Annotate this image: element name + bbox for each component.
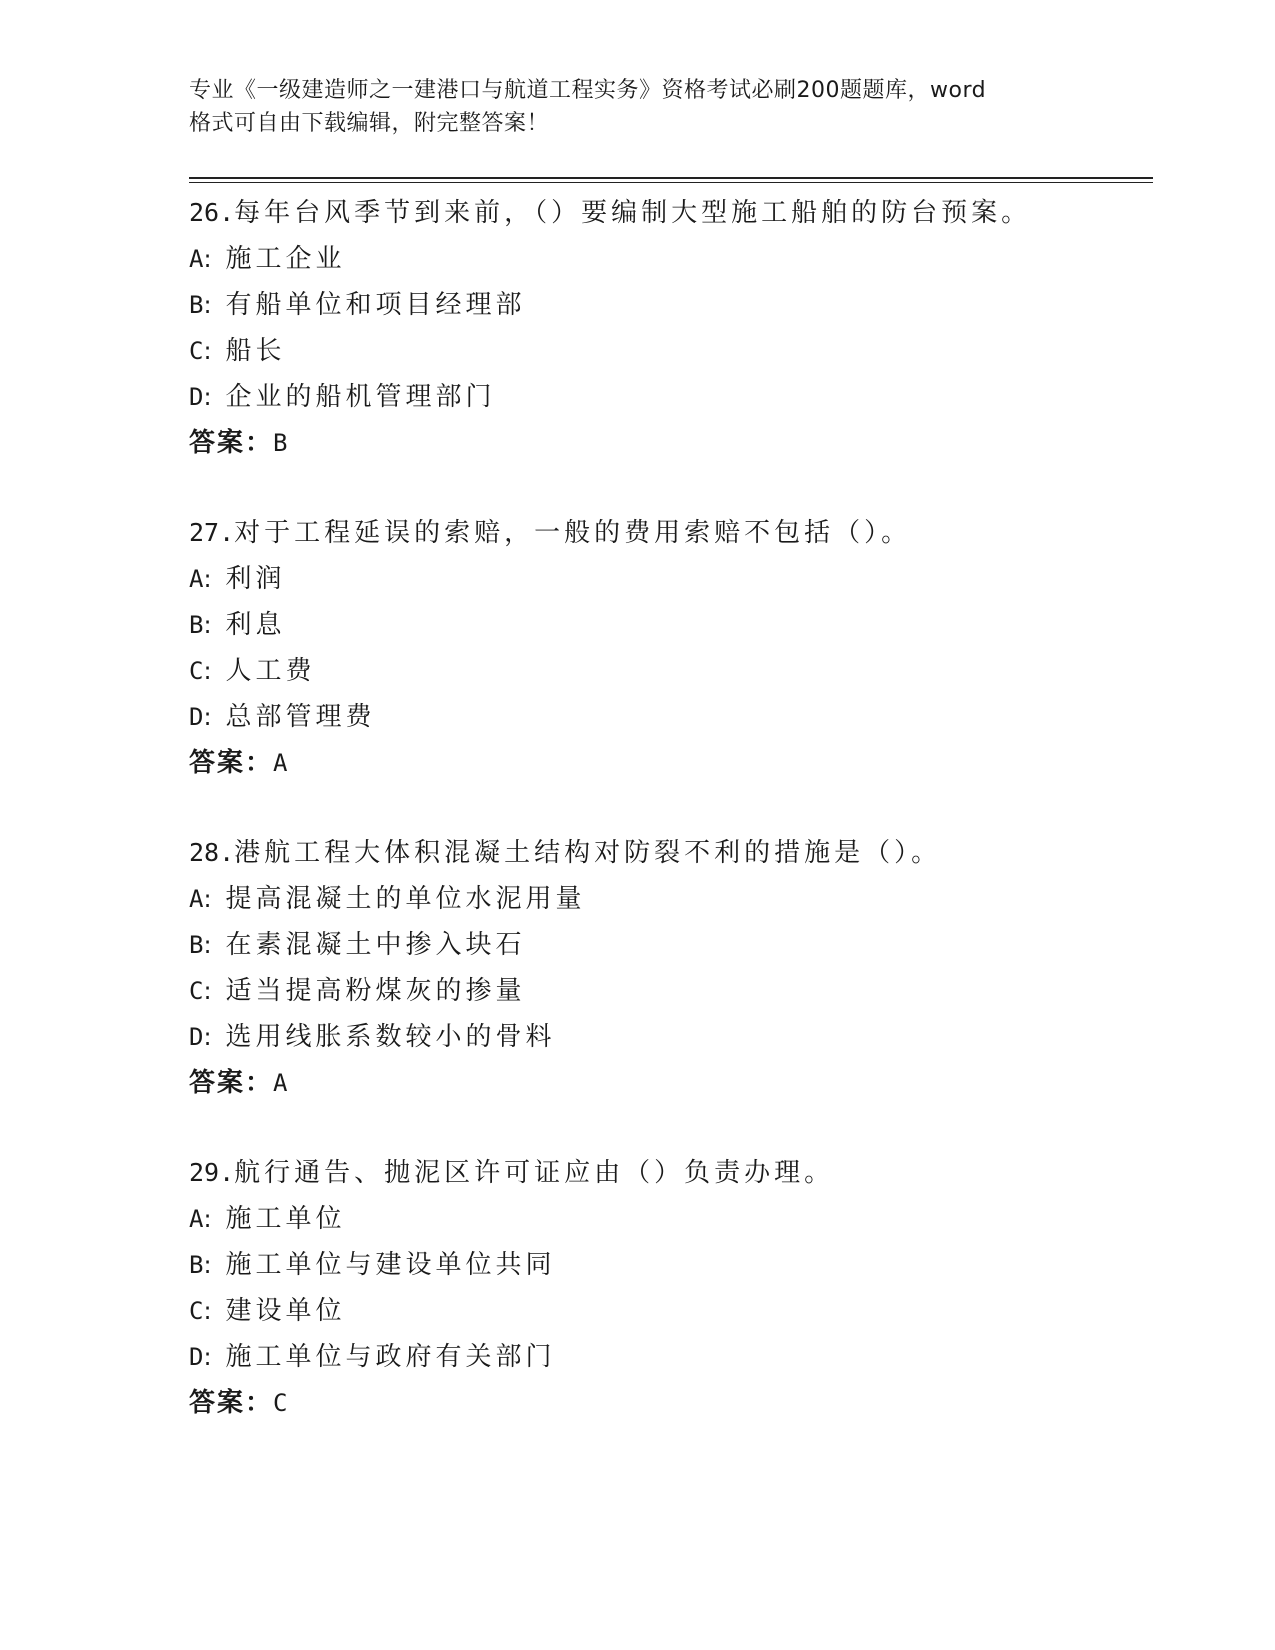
option-letter: C — [189, 337, 204, 365]
option-text: 人工费 — [225, 656, 316, 686]
option-c — [189, 968, 1149, 1014]
option-separator: : — [203, 245, 212, 273]
option-letter: D — [189, 1023, 204, 1051]
option-separator: : — [203, 383, 212, 411]
answer-value: C — [273, 1389, 288, 1417]
option-letter: A — [189, 565, 204, 593]
option-letter: A — [189, 1205, 204, 1233]
option-separator: : — [203, 885, 212, 913]
option-text: 选用线胀系数较小的骨料 — [225, 1022, 556, 1052]
option-letter: B — [189, 611, 204, 639]
header-line-1: 专业《一级建造师之一建港口与航道工程实务》资格考试必刷200题题库，word — [189, 78, 987, 103]
option-separator: : — [203, 1297, 212, 1325]
question-number: 29. — [189, 1158, 235, 1187]
question-number: 26. — [189, 198, 235, 227]
answer-line — [189, 420, 1149, 466]
option-separator: : — [203, 657, 212, 685]
header-line-2: 格式可自由下载编辑，附完整答案！ — [189, 111, 550, 136]
answer-value: A — [273, 749, 288, 777]
option-c — [189, 1288, 1149, 1334]
option-separator: : — [203, 291, 212, 319]
answer-value: B — [273, 429, 288, 457]
answer-line — [189, 1060, 1149, 1106]
option-separator: : — [203, 1343, 212, 1371]
question-number: 27. — [189, 518, 235, 547]
option-text: 施工企业 — [225, 244, 346, 274]
option-a — [189, 876, 1149, 922]
option-separator: : — [203, 977, 212, 1005]
option-text: 提高混凝土的单位水泥用量 — [225, 884, 586, 914]
option-c — [189, 328, 1149, 374]
option-letter: B — [189, 931, 204, 959]
option-text: 施工单位与建设单位共同 — [225, 1250, 556, 1280]
answer-label: 答案： — [189, 748, 274, 778]
option-d — [189, 694, 1149, 740]
option-separator: : — [203, 1023, 212, 1051]
option-d — [189, 374, 1149, 420]
question-text: 航行通告、抛泥区许可证应由（）负责办理。 — [234, 1158, 835, 1188]
option-a — [189, 1196, 1149, 1242]
question-stem — [189, 190, 1149, 236]
question-block — [189, 190, 1149, 466]
option-text: 施工单位与政府有关部门 — [225, 1342, 556, 1372]
answer-label: 答案： — [189, 1068, 274, 1098]
option-d — [189, 1014, 1149, 1060]
document-header — [189, 74, 1089, 140]
option-letter: B — [189, 291, 204, 319]
option-b — [189, 602, 1149, 648]
option-text: 建设单位 — [225, 1296, 346, 1326]
option-text: 有船单位和项目经理部 — [225, 290, 526, 320]
option-separator: : — [203, 565, 212, 593]
question-block — [189, 510, 1149, 786]
option-a — [189, 236, 1149, 282]
option-text: 适当提高粉煤灰的掺量 — [225, 976, 526, 1006]
option-text: 利息 — [225, 610, 286, 640]
option-letter: D — [189, 1343, 204, 1371]
option-separator: : — [203, 337, 212, 365]
answer-line — [189, 740, 1149, 786]
option-d — [189, 1334, 1149, 1380]
question-text: 港航工程大体积混凝土结构对防裂不利的措施是（）。 — [234, 838, 942, 868]
answer-label: 答案： — [189, 1388, 274, 1418]
option-text: 总部管理费 — [225, 702, 376, 732]
option-c — [189, 648, 1149, 694]
header-divider-thin — [189, 182, 1153, 183]
header-divider-thick — [189, 177, 1153, 179]
option-letter: C — [189, 657, 204, 685]
option-separator: : — [203, 1205, 212, 1233]
option-separator: : — [203, 931, 212, 959]
option-b — [189, 282, 1149, 328]
option-separator: : — [203, 1251, 212, 1279]
option-letter: D — [189, 383, 204, 411]
question-stem — [189, 1150, 1149, 1196]
option-a — [189, 556, 1149, 602]
option-letter: C — [189, 977, 204, 1005]
answer-line — [189, 1380, 1149, 1426]
question-stem — [189, 830, 1149, 876]
option-letter: B — [189, 1251, 204, 1279]
answer-value: A — [273, 1069, 288, 1097]
question-block — [189, 1150, 1149, 1426]
option-letter: D — [189, 703, 204, 731]
question-number: 28. — [189, 838, 235, 867]
option-separator: : — [203, 703, 212, 731]
question-block — [189, 830, 1149, 1106]
option-b — [189, 1242, 1149, 1288]
answer-label: 答案： — [189, 428, 274, 458]
option-text: 施工单位 — [225, 1204, 346, 1234]
question-text: 对于工程延误的索赔，一般的费用索赔不包括（）。 — [234, 518, 912, 548]
option-b — [189, 922, 1149, 968]
option-letter: A — [189, 245, 204, 273]
option-letter: C — [189, 1297, 204, 1325]
question-text: 每年台风季节到来前，（）要编制大型施工船舶的防台预案。 — [234, 198, 1032, 228]
option-letter: A — [189, 885, 204, 913]
option-text: 在素混凝土中掺入块石 — [225, 930, 526, 960]
option-separator: : — [203, 611, 212, 639]
option-text: 船长 — [225, 336, 286, 366]
option-text: 利润 — [225, 564, 286, 594]
question-stem — [189, 510, 1149, 556]
option-text: 企业的船机管理部门 — [225, 382, 496, 412]
